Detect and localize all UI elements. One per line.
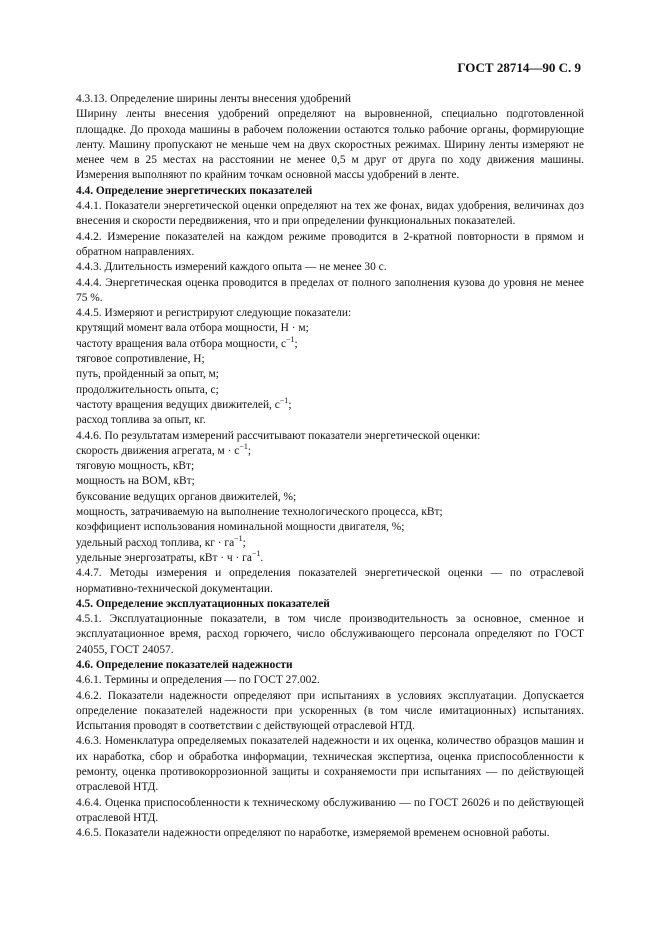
- text: 4.4.6. По результатам измерений рассчитывают показатели энергетической оценки:: [76, 429, 481, 442]
- paragraph: [76, 107, 584, 183]
- text: путь, пройденный за опыт, м;: [76, 368, 219, 381]
- text: 4.5. Определение эксплуатационных показателей: [76, 597, 330, 610]
- paragraph: [76, 796, 584, 827]
- paragraph: [76, 230, 584, 261]
- text: буксование ведущих органов движителей, %;: [76, 490, 297, 503]
- text: 4.4.4. Энергетическая оценка проводится в пределах от полного заполнения кузова до уровня не менее 75 %.: [76, 276, 584, 304]
- text: частоту вращения вала отбора мощности, с: [76, 337, 287, 350]
- punctuation: ;: [294, 337, 298, 350]
- text: 4.4.1. Показатели энергетической оценки определяют на тех же фонах, видах удобрения, величинах доз внесения и скорости передвижения, что и при определении функциональных показателей.: [76, 200, 584, 228]
- text: 4.4.5. Измеряют и регистрируют следующие показатели:: [76, 307, 352, 320]
- text: 4.6.1. Термины и определения — по ГОСТ 27.002.: [76, 674, 320, 687]
- paragraph: [76, 612, 584, 658]
- page-header: ГОСТ 28714—90 С. 9: [457, 60, 581, 75]
- text: 4.3.13. Определение ширины ленты внесения удобрений: [76, 93, 351, 105]
- section-heading: [76, 597, 584, 612]
- text: коэффициент использования номинальной мощности двигателя, %;: [76, 521, 405, 534]
- text: удельные энергозатраты, кВт · ч · га: [76, 551, 252, 564]
- text: 4.4. Определение энергетических показателей: [76, 184, 313, 197]
- punctuation: ;: [242, 536, 246, 549]
- text: удельный расход топлива, кг · га: [76, 536, 235, 549]
- text: Ширину ленты внесения удобрений определяют на выровненной, специально подготовленной площадке. До прохода машины в рабочем положении остаются только рабочие органы, формирующие ленту. Машину пропускают не меньше чем на двух скоростных режимах. Ширину ленты измеряют не менее чем в 25 местах на расстоянии не менее 0,5 м друг от друга по ходу движения машины. Измерения выполняют по крайним точкам основной массы удобрений в ленте.: [76, 108, 584, 182]
- text: 4.6. Определение показателей надежности: [76, 658, 293, 671]
- list-item: [76, 352, 584, 367]
- superscript: −1: [251, 549, 261, 559]
- text: 4.4.2. Измерение показателей на каждом режиме проводится в 2-кратной повторности в прямом и обратном направлениях.: [76, 230, 584, 258]
- list-item: [76, 505, 584, 520]
- text: мощность на ВОМ, кВт;: [76, 475, 195, 488]
- paragraph: [76, 92, 584, 107]
- text: крутящий момент вала отбора мощности, Н · м;: [76, 322, 309, 335]
- paragraph: [76, 734, 584, 795]
- text: 4.4.3. Длительность измерений каждого опыта — не менее 30 с.: [76, 261, 387, 274]
- text: 4.6.4. Оценка приспособленности к техническому обслуживанию — по ГОСТ 26026 и по действующей отраслевой НТД.: [76, 796, 584, 824]
- text: продолжительность опыта, с;: [76, 383, 219, 396]
- paragraph: [76, 566, 584, 597]
- paragraph: [76, 429, 584, 444]
- text: скорость движения агрегата, м · с: [76, 444, 240, 457]
- punctuation: ;: [247, 444, 251, 457]
- list-item: [76, 321, 584, 336]
- paragraph: [76, 673, 584, 688]
- punctuation: .: [260, 551, 264, 564]
- text: тяговое сопротивление, Н;: [76, 353, 205, 366]
- text: тяговую мощность, кВт;: [76, 460, 195, 473]
- punctuation: ;: [288, 398, 292, 411]
- paragraph: [76, 826, 584, 841]
- section-heading: [76, 184, 584, 199]
- text: 4.4.7. Методы измерения и определения показателей энергетической оценки — по отраслевой нормативно-технической документации.: [76, 567, 584, 595]
- list-item: [76, 367, 584, 382]
- superscript: −1: [234, 533, 243, 543]
- list-item: [76, 334, 584, 352]
- paragraph: [76, 260, 584, 275]
- text: 4.6.5. Показатели надежности определяют по наработке, измеряемой временем основной работы.: [76, 827, 550, 840]
- text: 4.6.3. Номенклатура определяемых показателей надежности и их оценка, количество образцов машин и их наработка, сбор и обработка информации, техническая экспертиза, оценка приспособленности к ремонту, оценка противокоррозионной защиты и сохраняемости при испытаниях — по действующей отраслевой НТД.: [76, 735, 584, 794]
- list-item: [76, 490, 584, 505]
- superscript: −1: [286, 334, 295, 344]
- superscript: −1: [239, 442, 248, 452]
- paragraph: [76, 306, 584, 321]
- list-item: [76, 444, 584, 459]
- list-item: [76, 398, 584, 413]
- list-item: [76, 383, 584, 398]
- paragraph: [76, 689, 584, 735]
- list-item: [76, 474, 584, 489]
- superscript: −1: [279, 396, 289, 406]
- text: 4.6.2. Показатели надежности определяют при испытаниях в условиях эксплуатации. Допускается определение показателей надежности при ускоренных (в том числе имитационных) испытаниях. Испытания проводят в соответствии с действующей отраслевой НТД.: [76, 689, 584, 733]
- document-body: [76, 92, 584, 842]
- list-item: [76, 459, 584, 474]
- list-item: [76, 533, 584, 551]
- section-heading: [76, 658, 584, 673]
- paragraph: [76, 276, 584, 307]
- text: расход топлива за опыт, кг.: [76, 414, 206, 427]
- text: 4.5.1. Эксплуатационные показатели, в том числе производительность за основное, сменное и эксплуатационное время, расход горючего, число обслуживающего персонала определяют по ГОСТ 24055, ГОСТ 24057.: [76, 613, 584, 656]
- list-item: [76, 520, 584, 535]
- list-item: [76, 413, 584, 428]
- text: мощность, затрачиваемую на выполнение технологического процесса, кВт;: [76, 506, 443, 519]
- list-item: [76, 551, 584, 566]
- text: частоту вращения ведущих движителей, с: [76, 398, 280, 411]
- paragraph: [76, 199, 584, 230]
